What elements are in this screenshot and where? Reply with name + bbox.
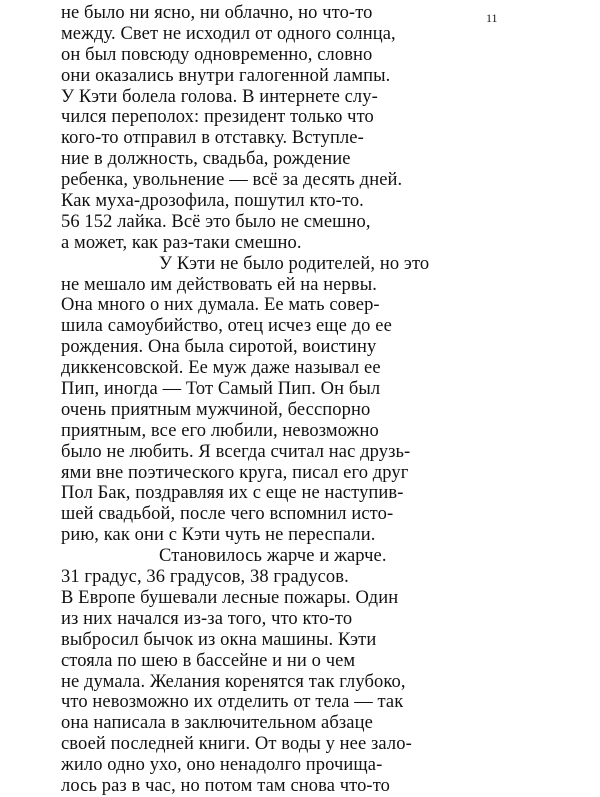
text-line: Пип, иногда — Тот Самый Пип. Он был [61,379,381,400]
text-line: а может, как раз-таки смешно. [61,232,302,253]
text-line: шей свадьбой, после чего вспомнил исто- [61,504,394,525]
text-line: что невозможно их отделить от тела — так [61,692,404,713]
text-line: рию, как они с Кэти чуть не переспали. [61,525,376,546]
text-line: ями вне поэтического круга, писал его друг [61,462,409,483]
text-line: В Европе бушевали лесные пожары. Один [61,587,399,608]
text-line: не думала. Желания коренятся так глубоко, [61,671,406,692]
text-line: из них начался из-за того, что кто-то [61,608,353,629]
text-line: он был повсюду одновременно, словно [61,44,373,65]
body-text [61,3,501,797]
text-line: У Кэти болела голова. В интернете слу- [61,86,378,107]
text-line: 56 152 лайка. Всё это было не смешно, [61,211,371,232]
text-line: чился переполох: президент только что [61,107,374,128]
text-line: Как муха-дрозофила, пошутил кто-то. [61,191,364,212]
text-line: лось раз в час, но потом там снова что-то [61,775,390,796]
text-line: выбросил бычок из окна машины. Кэти [61,629,377,650]
text-line: ребенка, увольнение — всё за десять дней. [61,170,403,191]
text-line: Становилось жарче и жарче. [159,546,387,567]
text-line: приятным, все его любили, невозможно [61,420,379,441]
text-line: она написала в заключительном абзаце [61,713,373,734]
text-line: не было ни ясно, ни облачно, но что-то [61,3,373,23]
page-number: 11 [486,11,498,25]
text-line: Пол Бак, поздравляя их с еще не наступив- [61,483,404,504]
text-line: не мешало им действовать ей на нервы. [61,274,377,295]
text-line: Она много о них думала. Ее мать совер- [61,295,380,316]
text-line: 31 градус, 36 градусов, 38 градусов. [61,567,349,588]
text-line: было не любить. Я всегда считал нас друзь- [61,441,411,462]
text-line: шила самоубийство, отец исчез еще до ее [61,316,392,337]
text-line: кого-то отправил в отставку. Вступле- [61,128,364,149]
text-line: диккенсовской. Ее муж даже называл ее [61,358,381,379]
text-line: своей последней книги. От воды у нее зало- [61,734,412,755]
text-line: жило одно ухо, оно ненадолго прочища- [61,755,383,776]
text-line: между. Свет не исходил от одного солнца, [61,23,396,44]
text-line: очень приятным мужчиной, бесспорно [61,399,371,420]
text-line: рождения. Она была сиротой, воистину [61,337,377,358]
text-line: они оказались внутри галогенной лампы. [61,65,391,86]
text-line: ние в должность, свадьба, рождение [61,149,351,170]
text-line: У Кэти не было родителей, но это [159,253,430,274]
text-line: стояла по шею в бассейне и ни о чем [61,650,356,671]
